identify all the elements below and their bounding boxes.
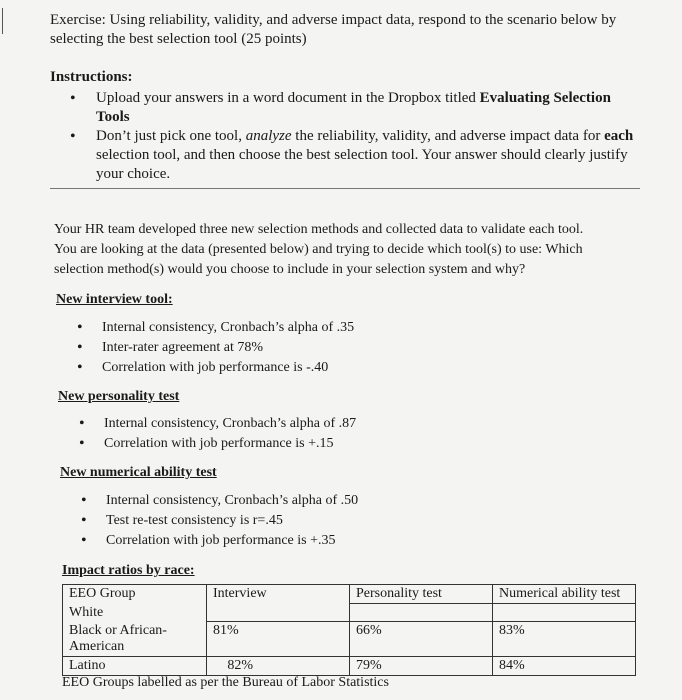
interview-item: • Internal consistency, Cronbach’s alpha of .35	[102, 318, 354, 338]
scenario-line-1: Your HR team developed three new selection methods and collected data to validate each tool.	[54, 222, 584, 237]
header-eeo-group: EEO Group	[63, 585, 207, 604]
instruction-2-bold: each	[604, 128, 634, 144]
table-row	[63, 622, 636, 657]
impact-ratio-table	[62, 584, 636, 676]
dropbox-title-part2: Tools	[96, 109, 130, 125]
cell-interview-latino: 82%	[207, 656, 350, 675]
group-black-line2: American	[69, 638, 125, 654]
cell-numerical-latino: 84%	[493, 656, 636, 675]
scenario-line-3: selection method(s) would you choose to include in your selection system and why?	[54, 262, 526, 277]
instruction-2-italic: analyze	[245, 128, 292, 144]
scenario-line-2: You are looking at the data (presented below) and trying to decide which tool(s) to use: Which	[54, 242, 583, 257]
numerical-list	[106, 491, 358, 551]
left-edge-mark	[2, 8, 3, 34]
personality-item: • Internal consistency, Cronbach’s alpha of .87	[104, 414, 356, 434]
header-numerical: Numerical ability test	[493, 585, 636, 604]
instruction-1-text: Upload your answers in a word document in the Dropbox titled	[96, 90, 480, 106]
numerical-item: • Correlation with job performance is +.35	[106, 531, 358, 551]
cell-interview-black: 81%	[207, 622, 350, 657]
scenario-paragraph	[54, 220, 583, 280]
numerical-heading: New numerical ability test	[60, 465, 217, 480]
table-row	[63, 604, 636, 622]
personality-heading: New personality test	[58, 389, 180, 404]
interview-heading: New interview tool:	[56, 292, 173, 307]
numerical-item: • Test re-test consistency is r=.45	[106, 511, 358, 531]
interview-item: • Inter-rater agreement at 78%	[102, 338, 354, 358]
cell-group-white: White	[63, 604, 207, 622]
cell-personality-black: 66%	[350, 622, 493, 657]
exercise-prompt	[50, 11, 616, 49]
instructions-section	[50, 68, 650, 184]
exercise-line-2: selecting the best selection tool (25 points)	[50, 31, 307, 47]
impact-heading: Impact ratios by race:	[62, 563, 195, 578]
instructions-heading: Instructions:	[50, 69, 133, 85]
instruction-2-line-2: selection tool, and then choose the best selection tool. Your answer should clearly justify	[96, 147, 628, 163]
exercise-line-1: Exercise: Using reliability, validity, and adverse impact data, respond to the scenario below by	[50, 12, 617, 28]
instruction-item	[50, 127, 650, 184]
table-header-row	[63, 585, 636, 604]
cell-personality-white	[350, 604, 493, 622]
interview-item: • Correlation with job performance is -.40	[102, 358, 354, 378]
instruction-2-text-a: Don’t just pick one tool,	[96, 128, 246, 144]
header-interview: Interview	[207, 585, 350, 604]
interview-list	[102, 318, 354, 378]
personality-item: • Correlation with job performance is +.15	[104, 434, 356, 454]
cell-group-latino: Latino	[63, 656, 207, 675]
numerical-item: • Internal consistency, Cronbach’s alpha of .50	[106, 491, 358, 511]
cell-numerical-black: 83%	[493, 622, 636, 657]
cell-numerical-white	[493, 604, 636, 622]
instruction-item	[50, 89, 650, 127]
dropbox-title-part1: Evaluating Selection	[479, 90, 611, 106]
section-divider	[50, 188, 640, 189]
header-personality: Personality test	[350, 585, 493, 604]
instruction-2-line-3: your choice.	[96, 166, 171, 182]
cell-group-black	[63, 622, 207, 657]
cell-interview-white	[207, 604, 350, 622]
instruction-2-text-b: the reliability, validity, and adverse impact data for	[291, 128, 605, 144]
instructions-list	[50, 89, 650, 184]
cell-personality-latino: 79%	[350, 656, 493, 675]
personality-list	[104, 414, 356, 454]
group-black-line1: Black or African-	[69, 622, 167, 638]
impact-footnote: EEO Groups labelled as per the Bureau of Labor Statistics	[62, 675, 389, 690]
